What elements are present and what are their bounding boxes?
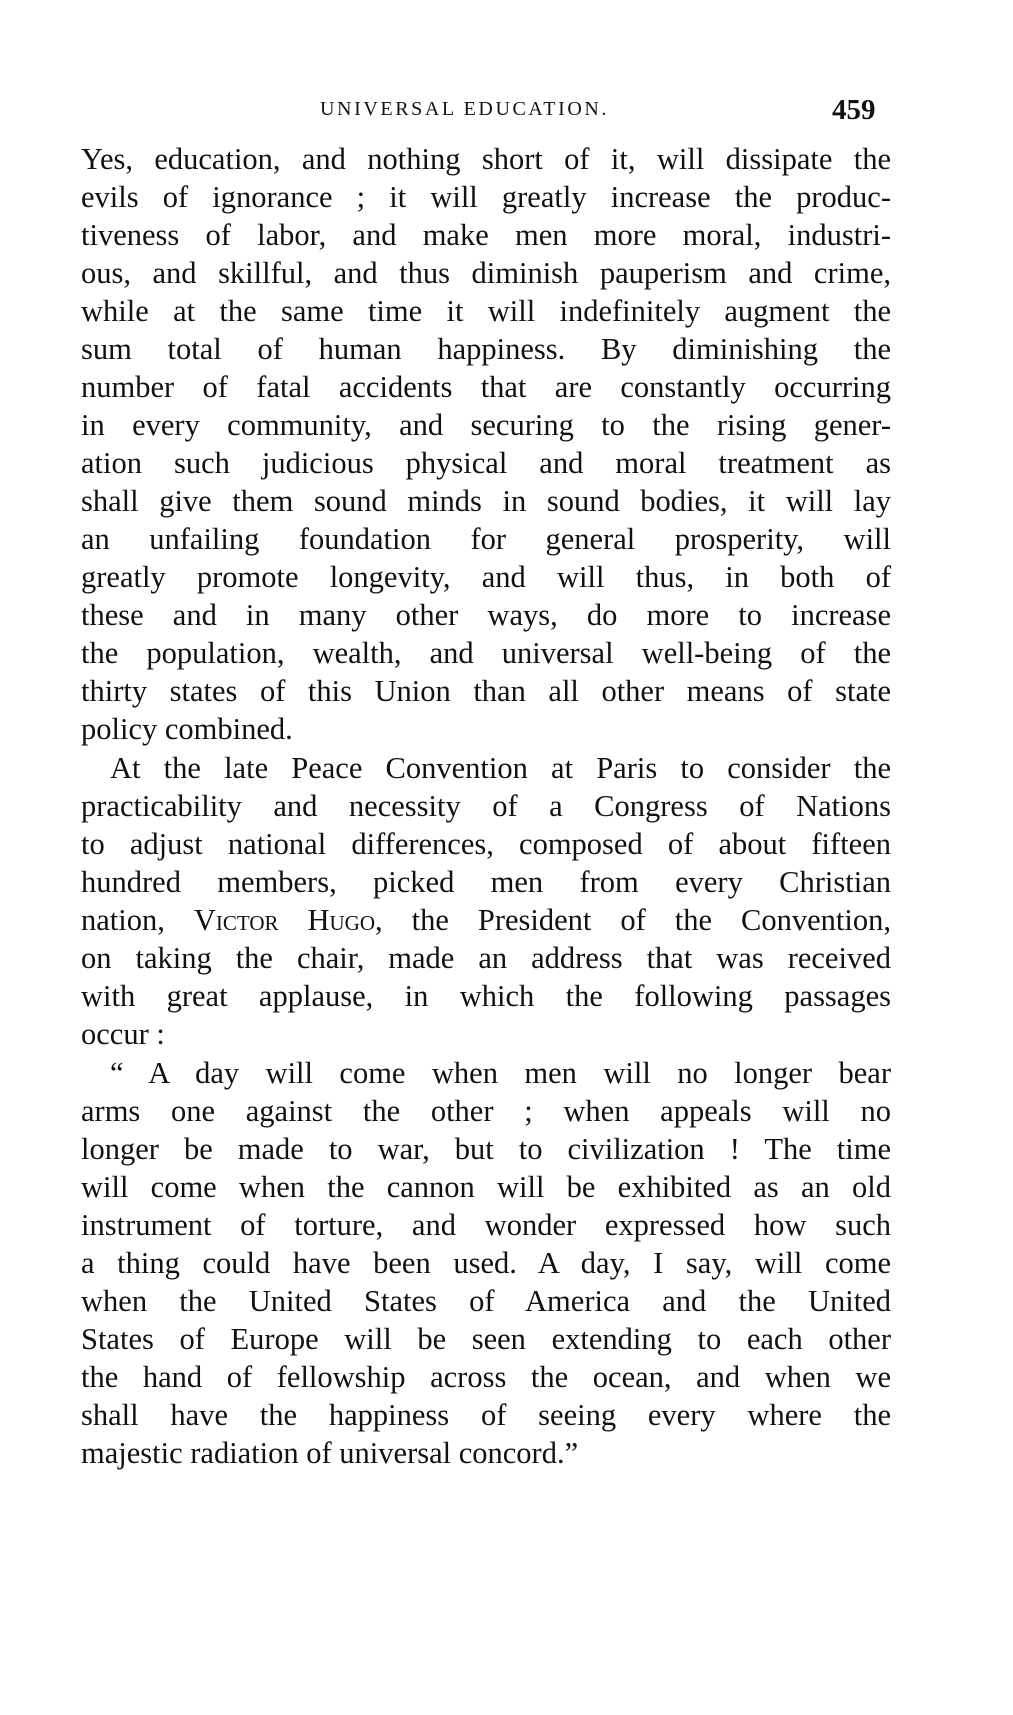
text-line: hundred members, picked men from every Christian [81, 865, 891, 899]
quote-line: longer be made to war, but to civilization ! The time [81, 1132, 891, 1166]
text-line: evils of ignorance ; it will greatly increase the produc- [81, 180, 891, 214]
text-line: sum total of human happiness. By diminishing the [81, 332, 891, 366]
text-line: policy combined. [81, 712, 293, 746]
quote-line: shall have the happiness of seeing every where the [81, 1398, 891, 1432]
quote-line: when the United States of America and the United [81, 1284, 891, 1318]
text-line: ous, and skillful, and thus diminish pauperism and crime, [81, 256, 891, 290]
text-line: with great applause, in which the following passages [81, 979, 891, 1013]
text-line: number of fatal accidents that are constantly occurring [81, 370, 891, 404]
text-line: ation such judicious physical and moral treatment as [81, 446, 891, 480]
page-number: 459 [832, 94, 876, 126]
text-line: an unfailing foundation for general prosperity, will [81, 522, 891, 556]
text-line: shall give them sound minds in sound bodies, it will lay [81, 484, 891, 518]
text-line: tiveness of labor, and make men more moral, industri- [81, 218, 891, 252]
quote-line: arms one against the other ; when appeals will no [81, 1094, 891, 1128]
quote-line: majestic radiation of universal concord.” [81, 1436, 579, 1470]
text-line [81, 900, 891, 940]
text-line: practicability and necessity of a Congress of Nations [81, 789, 891, 823]
quote-line: will come when the cannon will be exhibited as an old [81, 1170, 891, 1204]
text-line: these and in many other ways, do more to increase [81, 598, 891, 632]
text-line: in every community, and securing to the rising gener- [81, 408, 891, 442]
author-name-victor-hugo: Victor Hugo [193, 903, 376, 937]
text-line: to adjust national differences, composed of about fifteen [81, 827, 891, 861]
quote-line: “ A day will come when men will no longer bear [110, 1056, 891, 1090]
text-line: thirty states of this Union than all other means of state [81, 674, 891, 708]
text-line: greatly promote longevity, and will thus, in both of [81, 560, 891, 594]
quote-line: the hand of fellowship across the ocean, and when we [81, 1360, 891, 1394]
quote-line: instrument of torture, and wonder expressed how such [81, 1208, 891, 1242]
running-title: UNIVERSAL EDUCATION. [320, 98, 610, 120]
text-line: the population, wealth, and universal well-being of the [81, 636, 891, 670]
text-segment: nation, [81, 903, 194, 937]
text-line: At the late Peace Convention at Paris to consider the [110, 751, 891, 785]
text-line: Yes, education, and nothing short of it, will dissipate the [81, 142, 891, 176]
text-segment: , the President of the Convention, [375, 903, 891, 937]
quote-line: States of Europe will be seen extending to each other [81, 1322, 891, 1356]
running-head [0, 94, 1013, 134]
text-line: occur : [81, 1017, 165, 1051]
text-line: while at the same time it will indefinitely augment the [81, 294, 891, 328]
quote-line: a thing could have been used. A day, I say, will come [81, 1246, 891, 1280]
text-line: on taking the chair, made an address that was received [81, 941, 891, 975]
